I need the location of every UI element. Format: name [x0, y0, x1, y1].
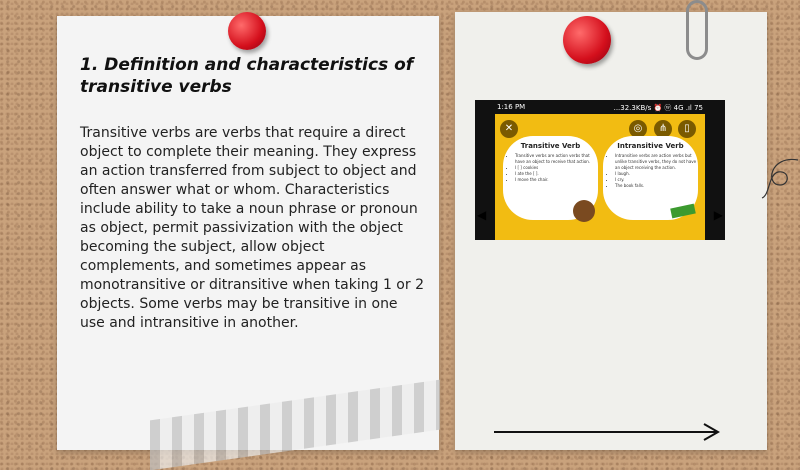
arrow-right-icon	[494, 422, 720, 442]
red-pushpin-icon	[563, 16, 611, 64]
lens-icon[interactable]: ◎	[629, 120, 647, 138]
arrow-right-icon[interactable]: ▶	[713, 208, 723, 222]
intransitive-heading: Intransitive Verb	[617, 142, 684, 150]
bookmark-icon[interactable]: ▯	[678, 120, 696, 138]
phone-screenshot	[475, 100, 725, 240]
list-item: • I cry.	[615, 177, 698, 183]
list-item: • I ate the [ ].	[515, 171, 598, 177]
scribble-icon	[760, 150, 800, 200]
close-icon[interactable]: ✕	[500, 120, 518, 138]
share-icon[interactable]: ⋔	[654, 120, 672, 138]
cookie-icon	[573, 200, 595, 222]
status-bar	[475, 100, 725, 114]
list-item: • I [ ] cookies	[515, 165, 598, 171]
paperclip-icon	[686, 0, 708, 60]
red-pushpin-icon	[228, 12, 266, 50]
status-indicators: ...32.3KB/s ⏰ ⓦ 4G .ıl 75	[613, 104, 703, 112]
list-item: • I move the chair.	[515, 177, 598, 183]
section-title: 1. Definition and characteristics of transitive verbs	[80, 55, 414, 97]
transitive-heading: Transitive Verb	[520, 142, 581, 150]
list-item: • I laugh.	[615, 171, 698, 177]
definition-text: Transitive verbs are verbs that require a direct object to complete their meaning. They express an action transferred from subject to object and often answer what or whom. Characteristics include ability to take a noun phrase or pronoun as object, permit passivization with the object becoming the subject, allow object complements, and sometimes appear as monotransitive or ditransitive when taking 1 or 2 objects. Some verbs may be transitive in one use and intransitive in another.	[80, 125, 424, 331]
status-time: 1:16 PM	[497, 103, 526, 111]
list-item: • The book falls.	[615, 183, 698, 189]
arrow-left-icon[interactable]: ◀	[477, 208, 487, 222]
slide-image	[495, 114, 705, 240]
list-item: • Transitive verbs are action verbs that have an object to receive that action.	[515, 153, 598, 165]
list-item: • Intransitive verbs are action verbs but unlike transitive verbs, they do not have an object receiving the action.	[615, 153, 698, 171]
